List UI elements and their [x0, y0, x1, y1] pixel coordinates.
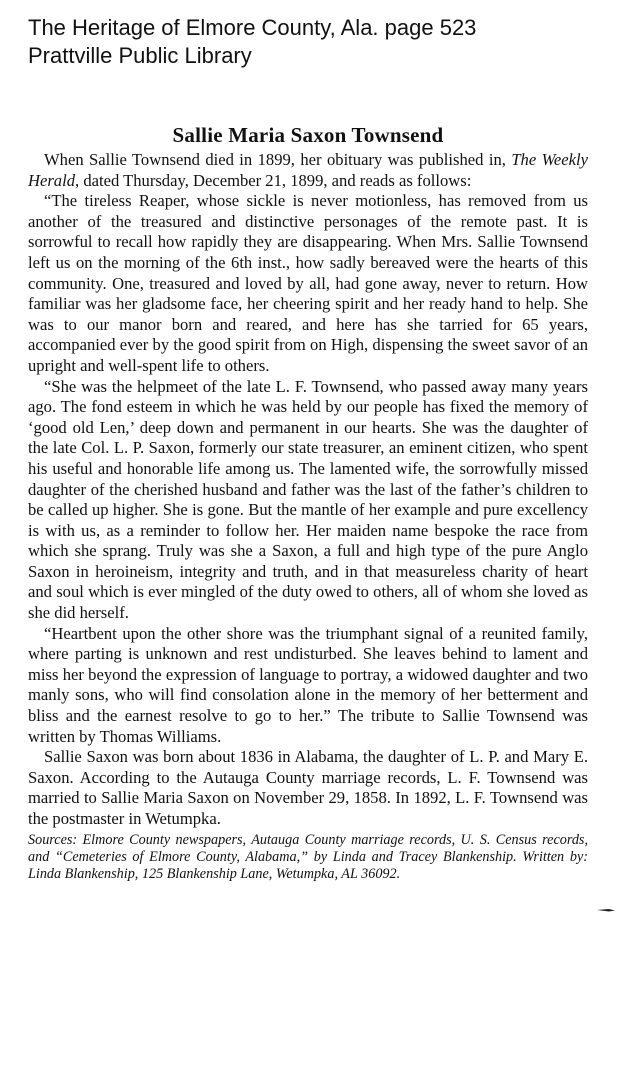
intro-paragraph: [28, 150, 588, 191]
obituary-paragraph-3: “Heartbent upon the other shore was the triumphant signal of a reunited family, where parting is unknown and rest undisturbed. She leaves behind to lament and miss her beyond the expression of language to portray, a widowed daughter and two manly sons, who will find consolation alone in the memory of her betterment and bliss and the earnest resolve to go to her.” The tribute to Sallie Townsend was written by Thomas Williams.: [28, 623, 588, 746]
intro-text-after: , dated Thursday, December 21, 1899, and reads as follows:: [75, 170, 472, 190]
intro-text-before: When Sallie Townsend died in 1899, her obituary was published in,: [44, 150, 512, 169]
sources-note: Sources: Elmore County newspapers, Autauga County marriage records, U. S. Census records, and “Cemeteries of Elmore County, Alabama,” by Linda and Tracey Blankenship. Written by: Linda Blankenship, 125 Blankenship Lane, Wetumpka, AL 36092.: [28, 831, 588, 883]
newspaper-name: The Weekly Herald: [28, 150, 588, 190]
header-line-book: The Heritage of Elmore County, Ala. page 523: [28, 15, 477, 40]
margin-pen-mark: [597, 907, 615, 913]
obituary-paragraph-2: “She was the helpmeet of the late L. F. Townsend, who passed away many years ago. The fond esteem in which he was held by our people has fixed the memory of ‘good old Len,’ deep down and permanent in our hearts. She was the daughter of the late Col. L. P. Saxon, formerly our state treasurer, an eminent citizen, who spent his useful and honorable life among us. The lamented wife, the sorrowfully missed daughter of the cherished husband and father was the last of the father’s children to be called up higher. She is gone. But the mantle of her example and pure excellency is with us, as a reminder to follow her. Her maiden name bespoke the race from which she sprang. Truly was she a Saxon, a full and high type of the pure Anglo Saxon in heroineism, integrity and truth, and in that measureless charity of heart and soul which is ever mingled of the duty owed to others, all of whom she loved as she did herself.: [28, 376, 588, 623]
obituary-paragraph-1: “The tireless Reaper, whose sickle is never motionless, has removed from us another of the treasured and distinctive personages of the remote past. It is sorrowful to recall how rapidly they are disappearing. When Mrs. Sallie Townsend left us on the morning of the 6th inst., how sadly bereaved were the hearts of this community. One, treasured and loved by all, had gone away, never to return. How familiar was her gladsome face, her cheering spirit and her ready hand to help. She was to our manor born and reared, and here has she tarried for 65 years, accompanied ever by the good spirit from on High, dispensing the sweet savor of an upright and well-spent life to others.: [28, 191, 588, 375]
article: [28, 122, 588, 884]
page-header: [28, 14, 476, 70]
header-line-library: Prattville Public Library: [28, 43, 252, 68]
biography-paragraph: Sallie Saxon was born about 1836 in Alabama, the daughter of L. P. and Mary E. Saxon. According to the Autauga County marriage records, L. F. Townsend was married to Sallie Maria Saxon on November 29, 1858. In 1892, L. F. Townsend was the postmaster in Wetumpka.: [28, 747, 588, 828]
article-title: Sallie Maria Saxon Townsend: [172, 123, 444, 147]
